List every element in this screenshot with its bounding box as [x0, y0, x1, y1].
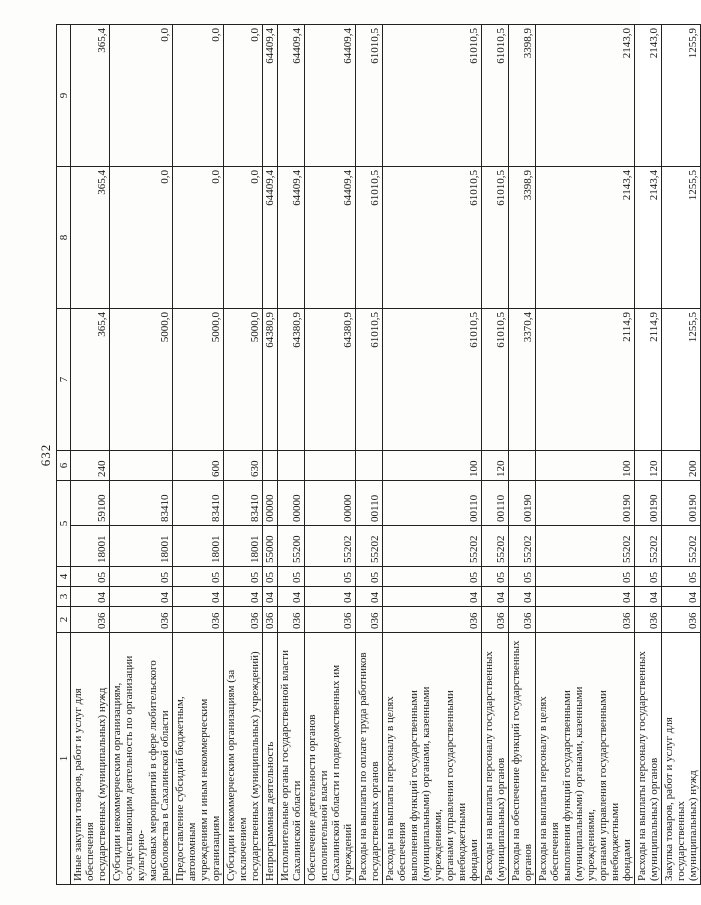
table-body: [71, 25, 701, 885]
header-col-6: 6: [57, 451, 71, 481]
amount-year-2-cell: 1255,5: [662, 167, 701, 309]
section-code-cell: 04: [383, 587, 482, 607]
amount-year-3-cell: 0,0: [224, 25, 263, 167]
subsection-code-cell: 05: [305, 567, 356, 587]
page-number: 632: [38, 443, 53, 467]
amount-year-2-cell: 64409,4: [305, 167, 356, 309]
subsection-code-cell: 05: [263, 567, 278, 587]
amount-year-3-cell: 1255,9: [662, 25, 701, 167]
amount-year-3-cell: 2143,0: [536, 25, 635, 167]
expense-type-cell: 120: [635, 451, 662, 481]
amount-year-3-cell: 61010,5: [383, 25, 482, 167]
direction-code-cell: 83410: [224, 481, 263, 526]
table-row: [509, 25, 536, 885]
amount-year-2-cell: 2143,4: [536, 167, 635, 309]
row-name-cell: Расходы на выплаты персоналу государственных (муниципальных) органов: [482, 633, 509, 885]
subsection-code-cell: 05: [482, 567, 509, 587]
row-name-cell: Субсидии некоммерческим организациям, осуществляющим деятельность по организации культурно- массовых мероприятий в сфере любительского рыболовства в Сахалинской области: [110, 633, 173, 885]
amount-year-2-cell: 64409,4: [263, 167, 278, 309]
amount-year-1-cell: 5000,0: [110, 309, 173, 451]
section-code-cell: 04: [224, 587, 263, 607]
expense-type-cell: 120: [482, 451, 509, 481]
subsection-code-cell: 05: [509, 567, 536, 587]
header-col-4: 4: [57, 567, 71, 587]
rotated-sheet: [32, 25, 699, 885]
amount-year-1-cell: 3370,4: [509, 309, 536, 451]
header-col-2: 2: [57, 607, 71, 633]
expense-type-cell: 630: [224, 451, 263, 481]
subsection-code-cell: 05: [71, 567, 110, 587]
chapter-code-cell: 036: [509, 607, 536, 633]
expense-type-cell: 100: [536, 451, 635, 481]
amount-year-3-cell: 365,4: [71, 25, 110, 167]
program-code-cell: 18001: [173, 526, 224, 567]
table-row: [356, 25, 383, 885]
table-row: [305, 25, 356, 885]
amount-year-2-cell: 365,4: [71, 167, 110, 309]
section-code-cell: 04: [173, 587, 224, 607]
table-row: [383, 25, 482, 885]
direction-code-cell: 00000: [305, 481, 356, 526]
subsection-code-cell: 05: [356, 567, 383, 587]
direction-code-cell: 00000: [278, 481, 305, 526]
header-col-5: 5: [57, 481, 71, 567]
program-code-cell: 18001: [71, 526, 110, 567]
amount-year-1-cell: 2114,9: [635, 309, 662, 451]
amount-year-3-cell: 64409,4: [263, 25, 278, 167]
section-code-cell: 04: [278, 587, 305, 607]
chapter-code-cell: 036: [536, 607, 635, 633]
section-code-cell: 04: [110, 587, 173, 607]
chapter-code-cell: 036: [482, 607, 509, 633]
chapter-code-cell: 036: [71, 607, 110, 633]
table-row: [224, 25, 263, 885]
header-col-9: 9: [57, 25, 71, 167]
expense-type-cell: 240: [71, 451, 110, 481]
row-name-cell: Исполнительные органы государственной власти Сахалинской области: [278, 633, 305, 885]
section-code-cell: 04: [509, 587, 536, 607]
direction-code-cell: 00000: [263, 481, 278, 526]
table-row: [482, 25, 509, 885]
expense-type-cell: [509, 451, 536, 481]
expense-type-cell: [263, 451, 278, 481]
amount-year-3-cell: 2143,0: [635, 25, 662, 167]
program-code-cell: 18001: [110, 526, 173, 567]
subsection-code-cell: 05: [662, 567, 701, 587]
direction-code-cell: 00190: [509, 481, 536, 526]
header-col-7: 7: [57, 309, 71, 451]
subsection-code-cell: 05: [110, 567, 173, 587]
direction-code-cell: 00190: [536, 481, 635, 526]
amount-year-1-cell: 5000,0: [224, 309, 263, 451]
subsection-code-cell: 05: [383, 567, 482, 587]
direction-code-cell: 59100: [71, 481, 110, 526]
program-code-cell: 55202: [482, 526, 509, 567]
header-col-1: 1: [57, 633, 71, 885]
amount-year-1-cell: 365,4: [71, 309, 110, 451]
row-name-cell: Расходы на выплаты по оплате труда работников государственных органов: [356, 633, 383, 885]
section-code-cell: 04: [635, 587, 662, 607]
table-row: [635, 25, 662, 885]
amount-year-1-cell: 61010,5: [482, 309, 509, 451]
subsection-code-cell: 05: [278, 567, 305, 587]
header-col-8: 8: [57, 167, 71, 309]
chapter-code-cell: 036: [278, 607, 305, 633]
chapter-code-cell: 036: [383, 607, 482, 633]
direction-code-cell: 83410: [173, 481, 224, 526]
program-code-cell: 55202: [635, 526, 662, 567]
amount-year-3-cell: 3398,9: [509, 25, 536, 167]
chapter-code-cell: 036: [662, 607, 701, 633]
amount-year-2-cell: 64409,4: [278, 167, 305, 309]
program-code-cell: 55202: [509, 526, 536, 567]
table-row: [263, 25, 278, 885]
expense-type-cell: 600: [173, 451, 224, 481]
amount-year-3-cell: 64409,4: [278, 25, 305, 167]
chapter-code-cell: 036: [110, 607, 173, 633]
table-row: [173, 25, 224, 885]
program-code-cell: 55202: [356, 526, 383, 567]
amount-year-2-cell: 61010,5: [482, 167, 509, 309]
table-row: [662, 25, 701, 885]
row-name-cell: Субсидии некоммерческим организациям (за исключением государственных (муниципальных) учреждений): [224, 633, 263, 885]
direction-code-cell: 00190: [635, 481, 662, 526]
amount-year-3-cell: 0,0: [173, 25, 224, 167]
program-code-cell: 18001: [224, 526, 263, 567]
amount-year-1-cell: 61010,5: [383, 309, 482, 451]
chapter-code-cell: 036: [635, 607, 662, 633]
direction-code-cell: 00110: [482, 481, 509, 526]
amount-year-1-cell: 2114,9: [536, 309, 635, 451]
program-code-cell: 55200: [278, 526, 305, 567]
amount-year-1-cell: 61010,5: [356, 309, 383, 451]
row-name-cell: Обеспечение деятельности органов исполнительной власти Сахалинской области и подведомственных им учреждений: [305, 633, 356, 885]
direction-code-cell: 00190: [662, 481, 701, 526]
program-code-cell: 55202: [662, 526, 701, 567]
amount-year-2-cell: 3398,9: [509, 167, 536, 309]
expense-type-cell: 200: [662, 451, 701, 481]
amount-year-2-cell: 61010,5: [356, 167, 383, 309]
budget-table: [56, 24, 701, 885]
amount-year-1-cell: 1255,5: [662, 309, 701, 451]
row-name-cell: Расходы на выплаты персоналу государственных (муниципальных) органов: [635, 633, 662, 885]
expense-type-cell: 100: [383, 451, 482, 481]
amount-year-3-cell: 64409,4: [305, 25, 356, 167]
program-code-cell: 55202: [383, 526, 482, 567]
amount-year-3-cell: 0,0: [110, 25, 173, 167]
subsection-code-cell: 05: [224, 567, 263, 587]
amount-year-3-cell: 61010,5: [482, 25, 509, 167]
row-name-cell: Закупка товаров, работ и услуг для государственных (муниципальных) нужд: [662, 633, 701, 885]
table-row: [278, 25, 305, 885]
chapter-code-cell: 036: [263, 607, 278, 633]
expense-type-cell: [356, 451, 383, 481]
row-name-cell: Иные закупки товаров, работ и услуг для обеспечения государственных (муниципальных) нужд: [71, 633, 110, 885]
amount-year-2-cell: 0,0: [224, 167, 263, 309]
amount-year-1-cell: 5000,0: [173, 309, 224, 451]
amount-year-2-cell: 61010,5: [383, 167, 482, 309]
direction-code-cell: 00110: [383, 481, 482, 526]
program-code-cell: 55202: [305, 526, 356, 567]
row-name-cell: Расходы на обеспечение функций государственных органов: [509, 633, 536, 885]
amount-year-1-cell: 64380,9: [305, 309, 356, 451]
section-code-cell: 04: [356, 587, 383, 607]
header-col-3: 3: [57, 587, 71, 607]
section-code-cell: 04: [482, 587, 509, 607]
direction-code-cell: 00110: [356, 481, 383, 526]
section-code-cell: 04: [536, 587, 635, 607]
table-row: [71, 25, 110, 885]
table-row: [536, 25, 635, 885]
amount-year-3-cell: 61010,5: [356, 25, 383, 167]
table-header-row: [57, 25, 71, 885]
section-code-cell: 04: [305, 587, 356, 607]
row-name-cell: Расходы на выплаты персоналу в целях обеспечения выполнения функций государственными (муниципальными) органами, казенными учреждениями, органами управления государственными внебюджетными фондами: [536, 633, 635, 885]
subsection-code-cell: 05: [635, 567, 662, 587]
chapter-code-cell: 036: [224, 607, 263, 633]
program-code-cell: 55202: [536, 526, 635, 567]
subsection-code-cell: 05: [173, 567, 224, 587]
amount-year-2-cell: 0,0: [110, 167, 173, 309]
table-row: [110, 25, 173, 885]
amount-year-2-cell: 2143,4: [635, 167, 662, 309]
amount-year-1-cell: 64380,9: [278, 309, 305, 451]
chapter-code-cell: 036: [173, 607, 224, 633]
amount-year-1-cell: 64380,9: [263, 309, 278, 451]
row-name-cell: Расходы на выплаты персоналу в целях обеспечения выполнения функций государственными (муниципальными) органами, казенными учреждениями, органами управления государственными внебюджетными фондами: [383, 633, 482, 885]
amount-year-2-cell: 0,0: [173, 167, 224, 309]
program-code-cell: 55000: [263, 526, 278, 567]
subsection-code-cell: 05: [536, 567, 635, 587]
expense-type-cell: [278, 451, 305, 481]
chapter-code-cell: 036: [356, 607, 383, 633]
direction-code-cell: 83410: [110, 481, 173, 526]
section-code-cell: 04: [662, 587, 701, 607]
section-code-cell: 04: [263, 587, 278, 607]
expense-type-cell: [305, 451, 356, 481]
section-code-cell: 04: [71, 587, 110, 607]
row-name-cell: Предоставление субсидий бюджетным, автономным учреждениям и иным некоммерческим организациям: [173, 633, 224, 885]
expense-type-cell: [110, 451, 173, 481]
row-name-cell: Непрограммная деятельность: [263, 633, 278, 885]
chapter-code-cell: 036: [305, 607, 356, 633]
